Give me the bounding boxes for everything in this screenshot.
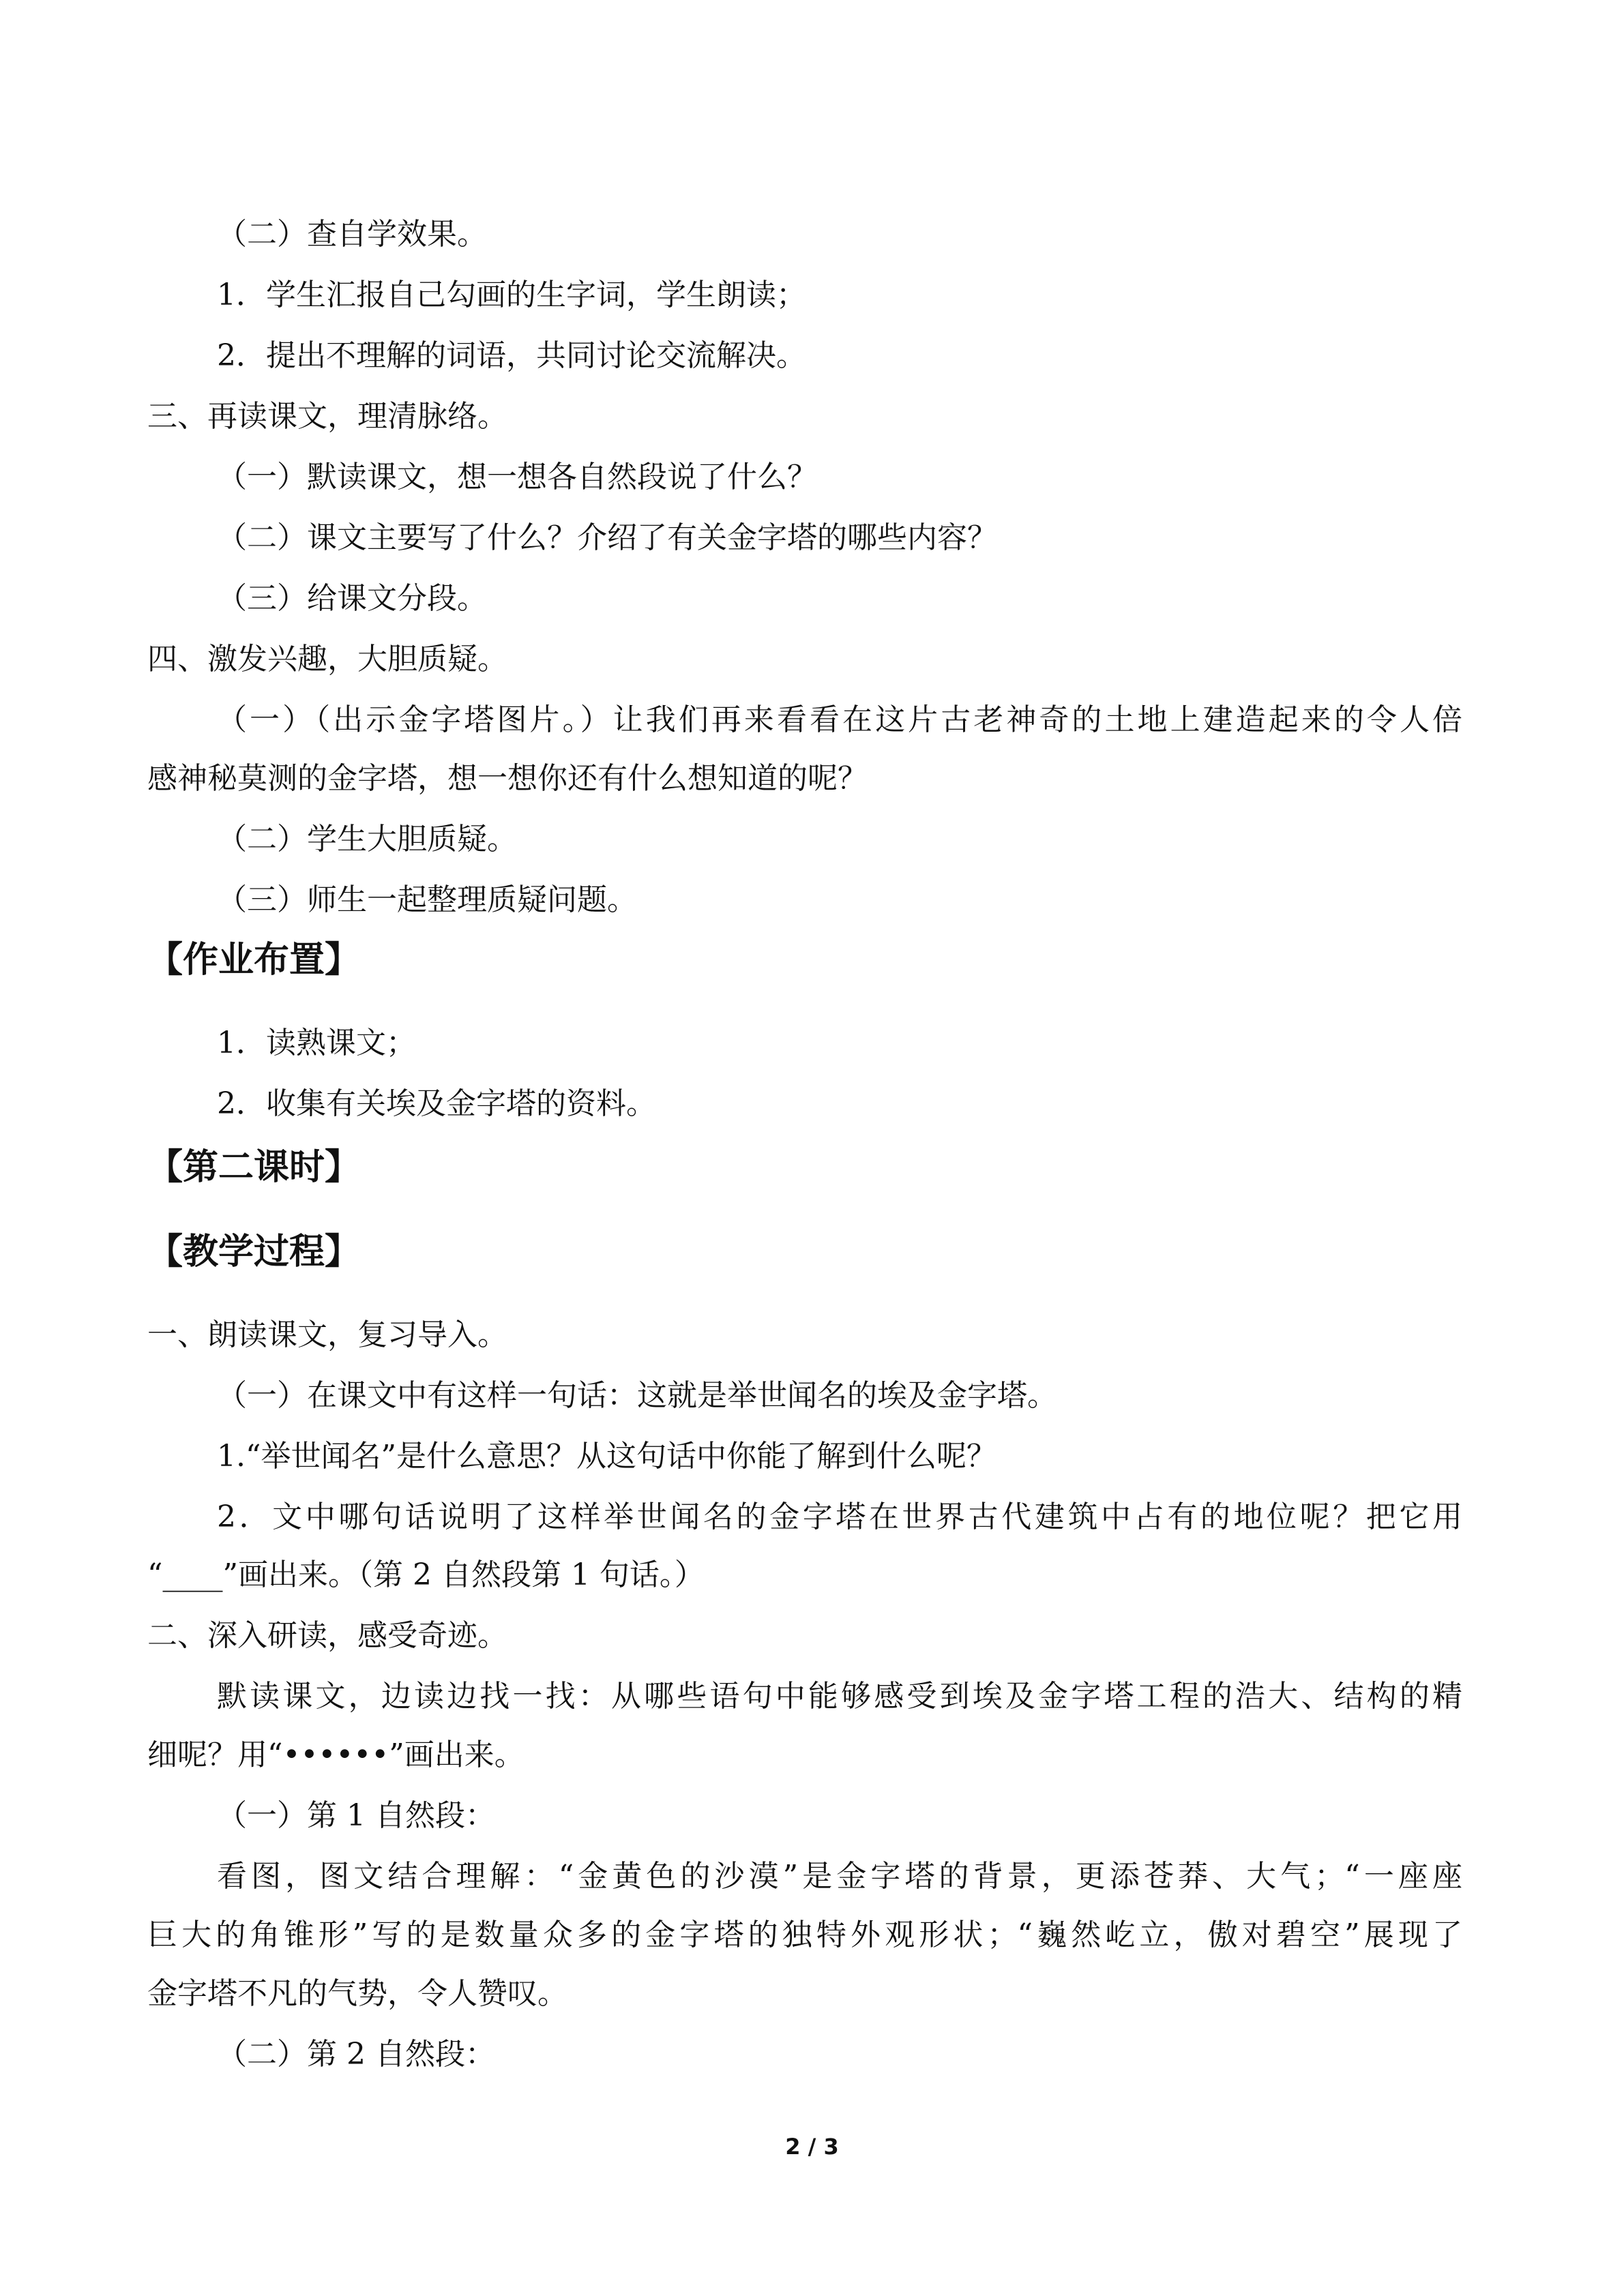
section-heading-one: 一、朗读课文，复习导入。 bbox=[147, 1317, 507, 1352]
paragraph-picture-text-line-3: 金字塔不凡的气势，令人赞叹。 bbox=[147, 1976, 567, 2011]
paragraph-check-self-study: （二）查自学效果。 bbox=[217, 217, 487, 252]
paragraph-divide-text: （三）给课文分段。 bbox=[217, 581, 487, 616]
heading-homework: 【作业布置】 bbox=[147, 940, 361, 981]
section-heading-four: 四、激发兴趣，大胆质疑。 bbox=[147, 642, 507, 676]
heading-teaching-process: 【教学过程】 bbox=[147, 1232, 361, 1272]
paragraph-silent-read: （一）默读课文，想一想各自然段说了什么？ bbox=[217, 460, 817, 494]
paragraph-organize-questions: （三）师生一起整理质疑问题。 bbox=[217, 882, 637, 917]
paragraph-picture-text-line-1: 看图，图文结合理解：“金黄色的沙漠”是金字塔的背景，更添苍莽、大气；“一座座 bbox=[217, 1859, 1462, 1894]
paragraph-famous-sentence: （一）在课文中有这样一句话：这就是举世闻名的埃及金字塔。 bbox=[217, 1378, 1057, 1413]
paragraph-natural-section-2: （二）第 2 自然段： bbox=[217, 2037, 495, 2072]
paragraph-question-2-line-1: 2．文中哪句话说明了这样举世闻名的金字塔在世界古代建筑中占有的地位呢？把它用 bbox=[217, 1500, 1462, 1534]
paragraph-main-content: （二）课文主要写了什么？介绍了有关金字塔的哪些内容？ bbox=[217, 520, 997, 555]
paragraph-question-1: 1.“举世闻名”是什么意思？从这句话中你能了解到什么呢？ bbox=[217, 1439, 996, 1474]
page-number: 2 / 3 bbox=[785, 2134, 839, 2160]
paragraph-students-question: （二）学生大胆质疑。 bbox=[217, 822, 517, 856]
paragraph-read-and-find-line-1: 默读课文，边读边找一找：从哪些语句中能够感受到埃及金字塔工程的浩大、结构的精 bbox=[217, 1679, 1462, 1714]
paragraph-show-picture-line-2: 感神秘莫测的金字塔，想一想你还有什么想知道的呢？ bbox=[147, 761, 868, 796]
section-heading-three: 三、再读课文，理清脉络。 bbox=[147, 399, 507, 434]
paragraph-question-2-line-2: “____”画出来。（第 2 自然段第 1 句话。） bbox=[147, 1557, 705, 1592]
paragraph-item-1: 1．学生汇报自己勾画的生字词，学生朗读； bbox=[217, 278, 806, 312]
section-heading-two: 二、深入研读，感受奇迹。 bbox=[147, 1618, 507, 1653]
paragraph-show-picture-line-1: （一）（出示金字塔图片。）让我们再来看看在这片古老神奇的土地上建造起来的令人倍 bbox=[217, 702, 1462, 737]
paragraph-read-and-find-line-2: 细呢？用“••••••”画出来。 bbox=[147, 1738, 525, 1772]
homework-item-2: 2．收集有关埃及金字塔的资料。 bbox=[217, 1086, 656, 1121]
paragraph-natural-section-1: （一）第 1 自然段： bbox=[217, 1798, 495, 1833]
heading-second-lesson: 【第二课时】 bbox=[147, 1147, 361, 1188]
homework-item-1: 1．读熟课文； bbox=[217, 1026, 416, 1060]
paragraph-picture-text-line-2: 巨大的角锥形”写的是数量众多的金字塔的独特外观形状；“巍然屹立，傲对碧空”展现了 bbox=[147, 1918, 1462, 1952]
paragraph-item-2: 2．提出不理解的词语，共同讨论交流解决。 bbox=[217, 338, 806, 373]
